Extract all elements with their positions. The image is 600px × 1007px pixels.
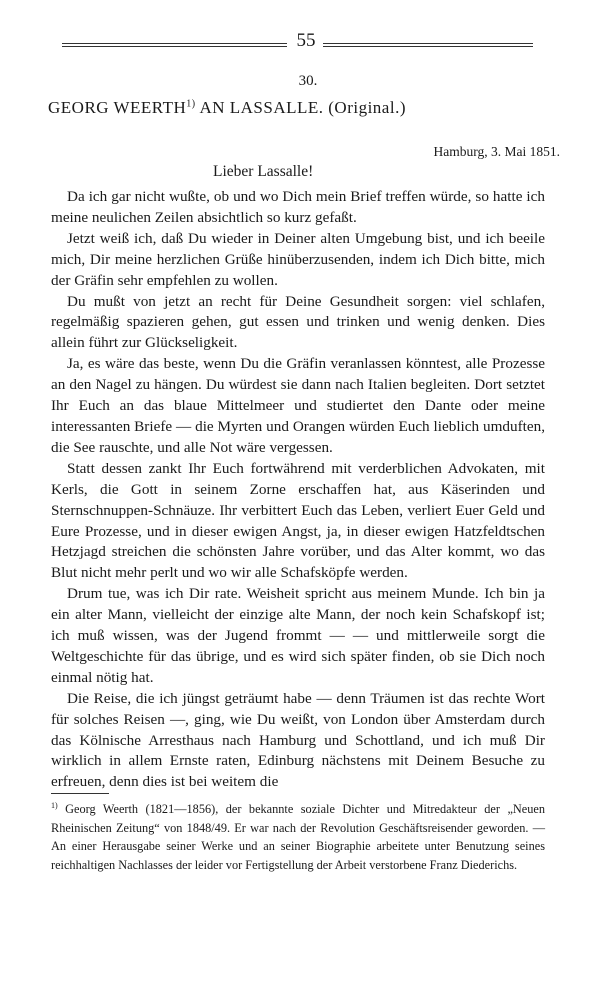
paragraph: Statt dessen zankt Ihr Euch fortwährend mit verderblichen Advokaten, mit Kerls, die Gott in seinem Zorne erschaffen hat, aus Käserinden und Sternschnuppen-Schnäuze. Ihr verbittert Euch das Leben, verliert Euer Geld und Eure Prozesse, und in dieser ewigen Angst, ja, in dieser ewigen Hatzfeldtschen Hetzjagd streichen die schönsten Jahre vorüber, und das Alter kommt, wo das Blut nicht mehr perlt und wo wir alle Schafsköpfe werden. xyxy=(51,459,545,582)
paragraph: Da ich gar nicht wußte, ob und wo Dich mein Brief treffen würde, so hatte ich meine neulichen Zeilen absichtlich so kurz gefaßt. xyxy=(51,188,545,226)
page-header xyxy=(48,28,548,58)
footnote-text: Georg Weerth (1821—1856), der bekannte soziale Dichter und Mitredakteur der „Neuen Rheinischen Zeitung“ von 1848/49. Er war nach der Revolution Geschäftsreisender geworden. — An einer Herausgabe seiner Werke und an seiner Biographie arbeitete unter Benutzung seines reichhaltigen Nachlasses der leider vor Fertigstellung der Arbeit verstorbene Franz Diederichs. xyxy=(51,802,545,872)
letter-title-rest: AN LASSALLE. (Original.) xyxy=(195,98,406,117)
letter-number: 30. xyxy=(298,73,318,89)
paragraph: Jetzt weiß ich, daß Du wieder in Deiner alten Umgebung bist, und ich beeile mich, Dir meine herzlichen Grüße hinüberzusenden, indem ich Dich bitte, mich der Gräfin sehr empfehlen zu wollen. xyxy=(51,229,545,289)
footnote-marker: 1) xyxy=(51,801,58,810)
page-number: 55 xyxy=(296,30,316,51)
paragraph: Ja, es wäre das beste, wenn Du die Gräfin veranlassen könntest, alle Prozesse an den Nagel zu hängen. Du würdest sie dann nach Italien begleiten. Dort setztet Ihr Euch an das blaue Mittelmeer und studiertet den Dante oder meine interessanten Briefe — die Myrten und Orangen würden Euch lieblich umduften, die See rauschte, und alle Not wäre vergessen. xyxy=(51,355,545,456)
letter-body xyxy=(51,187,545,793)
letter-title xyxy=(48,98,406,118)
letter-title-name: GEORG WEERTH xyxy=(48,98,187,117)
footnote-divider xyxy=(51,793,109,794)
footnote xyxy=(51,797,545,874)
footnote-reference: 1) xyxy=(186,98,196,110)
salutation: Lieber Lassalle! xyxy=(213,163,314,180)
header-rule-right xyxy=(323,43,533,44)
header-rule-left xyxy=(62,43,287,44)
paragraph: Drum tue, was ich Dir rate. Weisheit spricht aus meinem Munde. Ich bin ja ein alter Mann, vielleicht der einzige alte Mann, der noch kein Schafskopf ist; ich muß wissen, was der Jugend frommt — — und mittlerweile sorgt die Weltgeschichte für das übrige, und es wird sich später finden, ob sie Dich noch einmal nötig hat. xyxy=(51,585,545,686)
dateline: Hamburg, 3. Mai 1851. xyxy=(433,144,560,159)
paragraph: Du mußt von jetzt an recht für Deine Gesundheit sorgen: viel schlafen, regelmäßig spazieren gehen, gut essen und trinken und wenig denken. Dies allein führt zur Glückseligkeit. xyxy=(51,292,545,352)
paragraph: Die Reise, die ich jüngst geträumt habe — denn Träumen ist das rechte Wort für solches Reisen —, ging, wie Du weißt, von London über Amsterdam durch das Kölnische Arresthaus nach Hamburg und Schottland, und ich muß Dir wirklich in allem Ernste raten, Edinburg nächstens mit Deinem Besuche zu erfreuen, denn dies ist bei weitem die xyxy=(51,689,545,791)
